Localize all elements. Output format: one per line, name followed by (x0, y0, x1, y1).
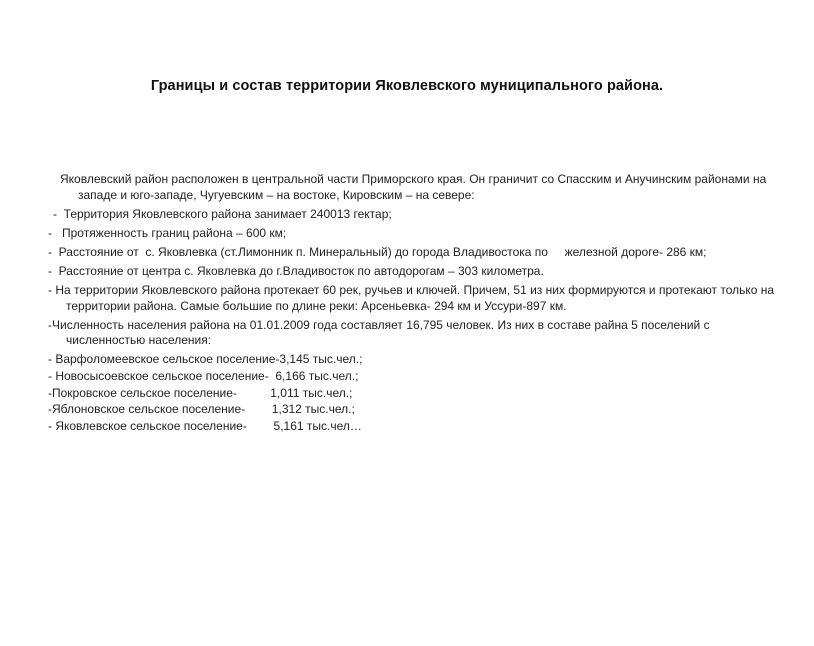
paragraph-road-distance: - Расстояние от центра с. Яковлевка до г.Владивосток по автодорогам – 303 километра. (48, 263, 544, 278)
document-body (48, 172, 778, 435)
list-item-settlement: - Варфоломеевское сельское поселение-3,145 тыс.чел.; (48, 352, 363, 367)
paragraph-population: -Численность населения района на 01.01.2009 года составляет 16,795 человек. Из них в составе райна 5 поселений с численностью населения: (48, 317, 713, 348)
list-item-settlement: -Покровское сельское поселение- 1,011 тыс.чел.; (48, 385, 353, 400)
paragraph-rivers: - На территории Яковлевского района протекает 60 рек, ручьев и ключей. Причем, 51 из них формируются и протекают только на территории района. Самые большие по длине реки: Арсеньевка- 294 км и Уссури-897 км. (48, 283, 778, 313)
list-item-settlement: -Яблоновское сельское поселение- 1,312 тыс.чел.; (48, 402, 355, 417)
paragraph-territory-area: - Территория Яковлевского района занимает 240013 гектар; (53, 206, 392, 221)
list-item-settlement: - Новосысоевское сельское поселение- 6,166 тыс.чел.; (48, 369, 359, 384)
paragraph-border-length: - Протяженность границ района – 600 км; (48, 225, 287, 240)
paragraph-rail-distance: - Расстояние от с. Яковлевка (ст.Лимонник п. Минеральный) до города Владивостока по железной дороге- 286 км; (48, 244, 707, 259)
list-item-settlement: - Яковлевское сельское поселение- 5,161 тыс.чел… (48, 418, 362, 433)
paragraph-intro: Яковлевский район расположен в центральной части Приморского края. Он граничит со Спасским и Анучинским районами на западе и юго-западе, Чугуевским – на востоке, Кировским – на севере: (60, 172, 770, 202)
page-title: Границы и состав территории Яковлевского муниципального района. (150, 78, 664, 94)
